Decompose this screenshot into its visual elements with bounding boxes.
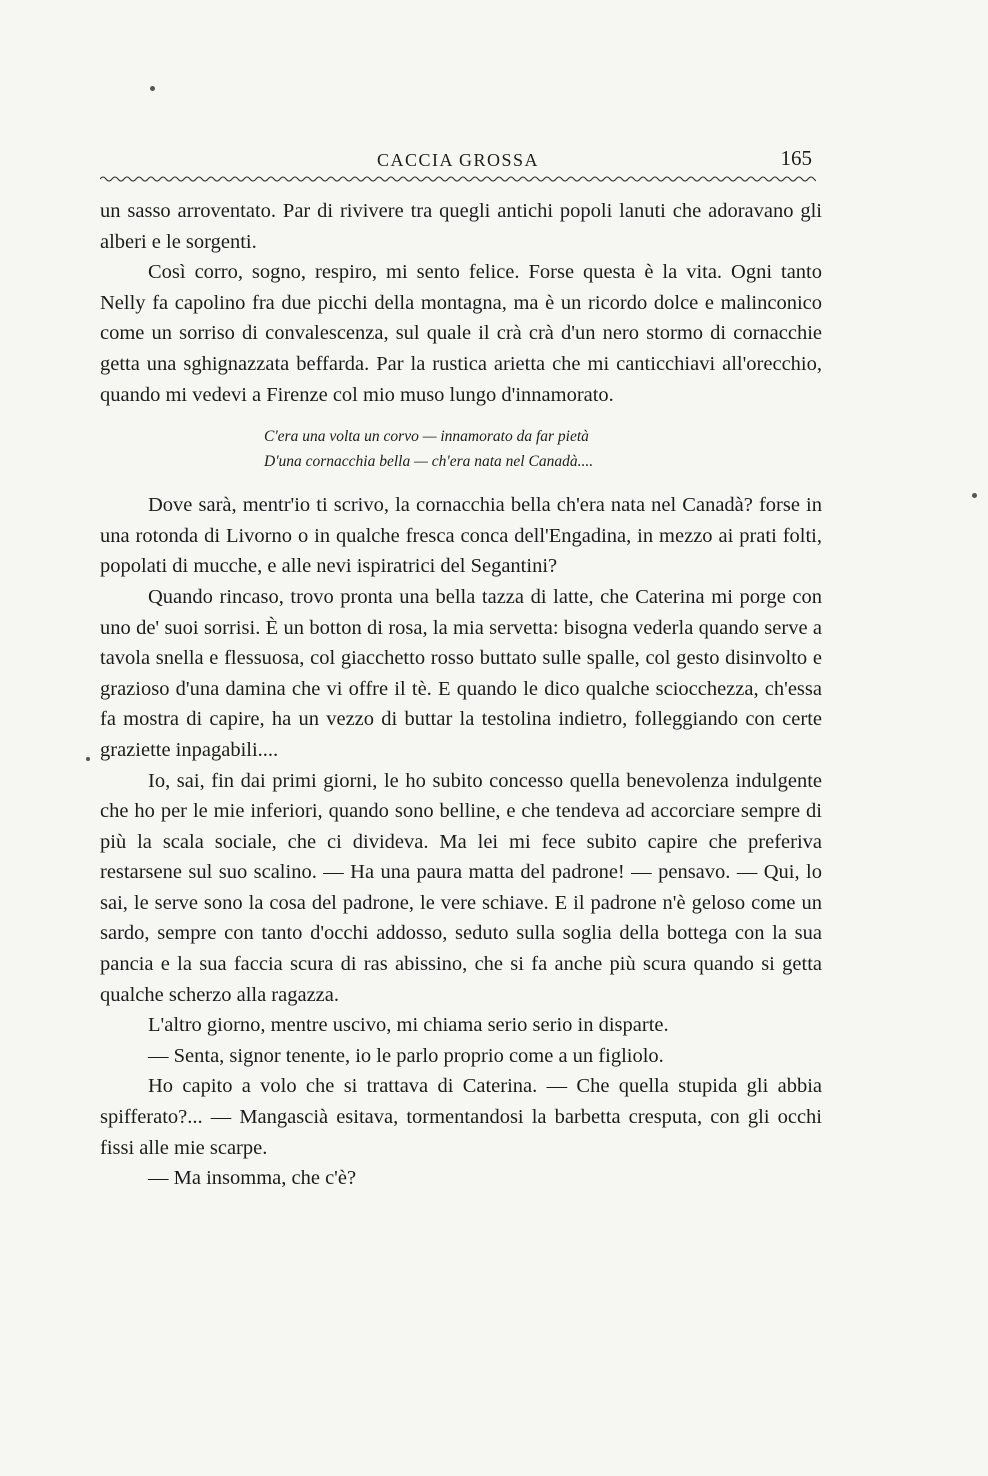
running-head — [100, 146, 816, 176]
body-text — [100, 196, 822, 1194]
paragraph-6: L'altro giorno, mentre uscivo, mi chiama serio serio in disparte. — [148, 1014, 669, 1037]
paragraph-2: Così corro, sogno, respiro, mi sento felice. Forse questa è la vita. Ogni tanto Nelly fa capolino fra due picchi della montagna, ma è un ricordo dolce e malinconico come un sorriso di convalescenza, sul quale il crà crà d'un nero stormo di cornacchie getta una sghignazzata beffarda. Par la rustica arietta che mi canticchiavi all'orecchio, quando mi vedevi a Firenze col mio muso lungo d'innamorato. — [100, 261, 822, 406]
verse-quote — [100, 424, 822, 474]
verse-line-2: D'una cornacchia bella — ch'era nata nel Canadà.... — [264, 453, 594, 471]
margin-speck — [86, 757, 90, 761]
margin-speck — [150, 86, 155, 91]
page-number: 165 — [780, 146, 812, 170]
paragraph-5: Io, sai, fin dai primi giorni, le ho subito concesso quella benevolenza indulgente che ho per le mie inferiori, quando sono belline, e che tendeva ad accorciare sempre di più la scala sociale, che ci divideva. Ma lei mi fece subito capire che preferiva restarsene sul suo scalino. — Ha una paura matta del padrone! — pensavo. — Qui, lo sai, le serve sono la cosa del padrone, le vere schiave. E il padrone n'è geloso come un sardo, sempre con tanto d'occhi addosso, seduto sulla soglia della bottega con la sua pancia e la sua faccia scura di ras abissino, che si fa anche più scura quando si getta qualche scherzo alla ragazza. — [100, 769, 822, 1006]
paragraph-9: — Ma insomma, che c'è? — [148, 1167, 357, 1190]
margin-speck — [972, 493, 977, 498]
running-title: CACCIA GROSSA — [376, 150, 540, 170]
paragraph-7: — Senta, signor tenente, io le parlo proprio come a un figliolo. — [148, 1044, 664, 1067]
verse-line-1: C'era una volta un corvo — innamorato da far pietà — [264, 428, 589, 446]
paragraph-1: un sasso arroventato. Par di rivivere tra quegli antichi popoli lanuti che adoravano gli alberi e le sorgenti. — [100, 200, 822, 253]
paragraph-8: Ho capito a volo che si trattava di Caterina. — Che quella stupida gli abbia spifferato?... — Mangascià esitava, tormentandosi la barbetta cresputa, con gli occhi fissi alle mie scarpe. — [100, 1075, 822, 1159]
paragraph-4: Quando rincaso, trovo pronta una bella tazza di latte, che Caterina mi porge con uno de' suoi sorrisi. È un botton di rosa, la mia servetta: bisogna vederla quando serve a tavola snella e flessuosa, col giacchetto rosso buttato sulle spalle, col gesto disinvolto e grazioso d'una damina che vi offre il tè. E quando le dico qualche sciocchezza, ch'essa fa mostra di capire, ha un vezzo di buttar la testolina indietro, folleggiando con certe graziette inpagabili.... — [100, 585, 822, 761]
paragraph-3: Dove sarà, mentr'io ti scrivo, la cornacchia bella ch'era nata nel Canadà? forse in una rotonda di Livorno o in qualche fresca conca dell'Engadina, in mezzo ai prati folti, popolati di mucche, e alle nevi ispiratrici del Segantini? — [100, 494, 822, 578]
decorative-wavy-rule — [100, 174, 816, 184]
